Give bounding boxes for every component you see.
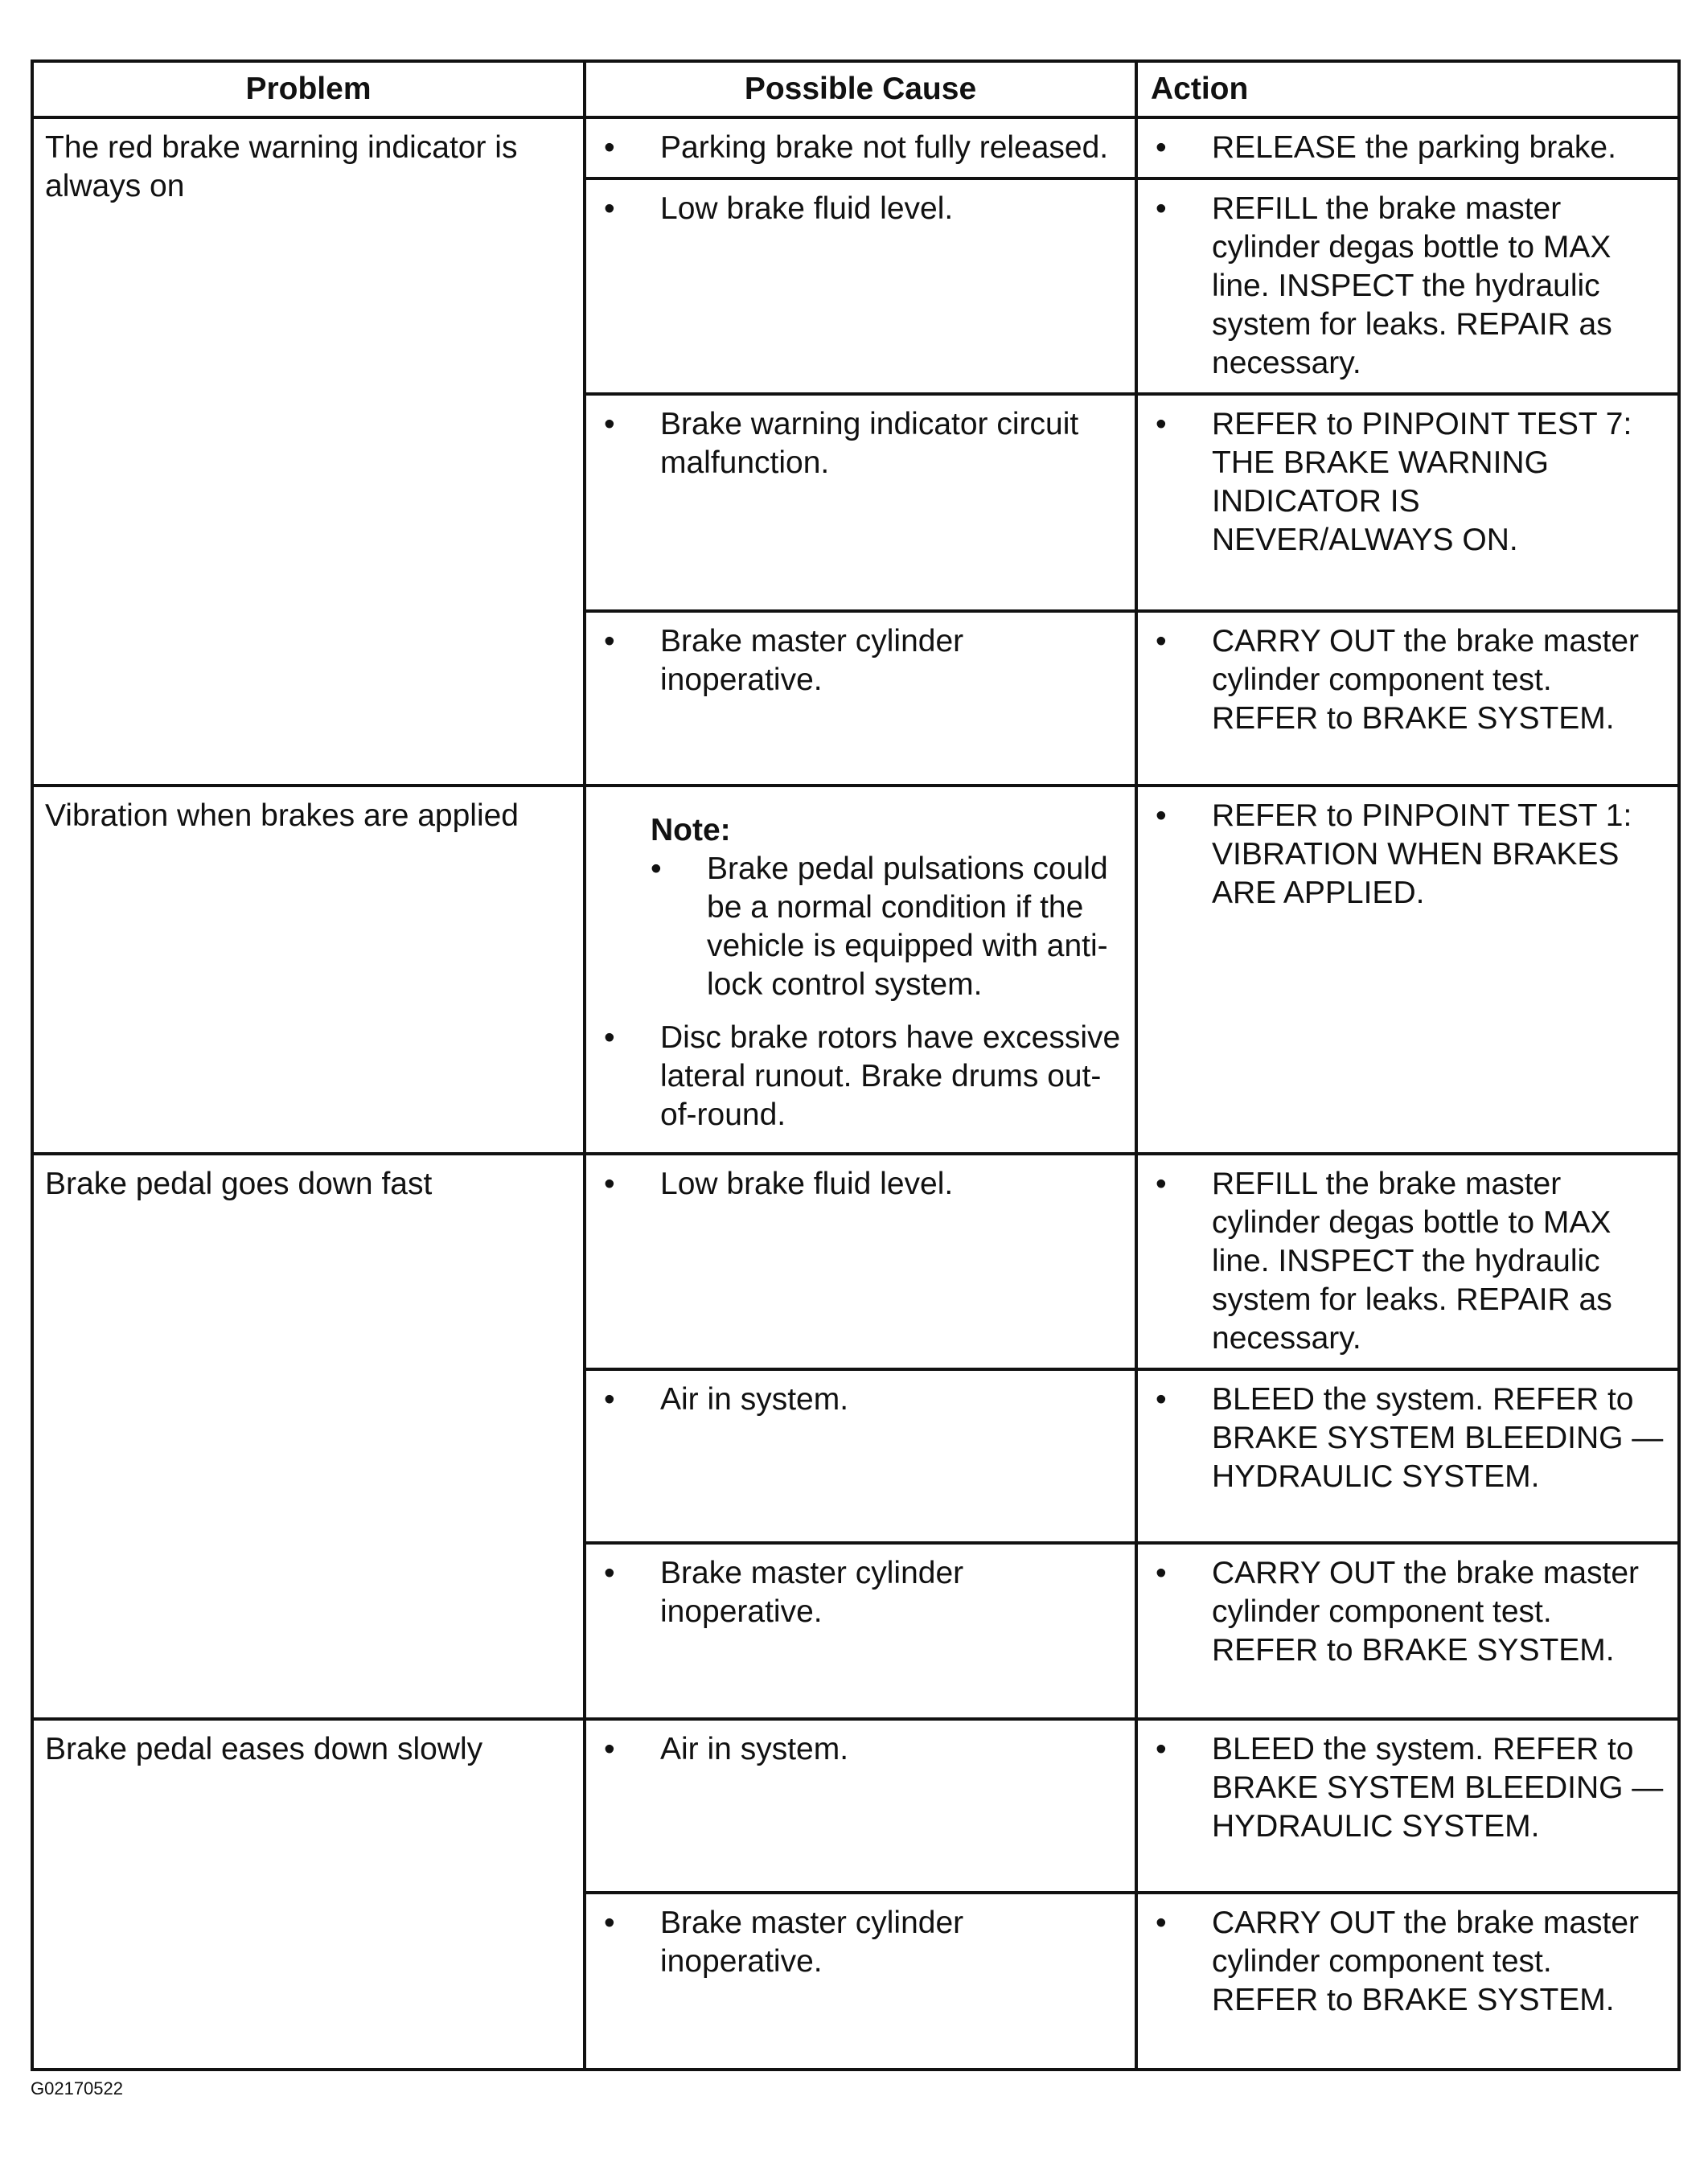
cause-cell <box>585 611 1136 786</box>
diagnosis-table <box>31 59 1681 2071</box>
table-row <box>32 1154 1679 1369</box>
action-cell <box>1136 1369 1679 1543</box>
cause-cell <box>585 1154 1136 1369</box>
cause-text: Disc brake rotors have excessive lateral runout. Brake drums out-of-round. <box>660 1020 1121 1132</box>
bullet-icon: • <box>1156 798 1167 833</box>
bullet-icon: • <box>604 1906 615 1940</box>
cause-cell <box>585 394 1136 611</box>
table-row <box>32 1719 1679 1893</box>
cause-cell <box>585 786 1136 1154</box>
bullet-icon: • <box>1156 1556 1167 1590</box>
action-text: REFILL the brake master cylinder degas bottle to MAX line. INSPECT the hydraulic system for leaks. REPAIR as necessary. <box>1212 191 1612 380</box>
action-cell <box>1136 1893 1679 2070</box>
action-text: REFER to PINPOINT TEST 7: THE BRAKE WARNING INDICATOR IS NEVER/ALWAYS ON. <box>1212 407 1632 557</box>
action-cell <box>1136 611 1679 786</box>
cause-text: Air in system. <box>660 1382 849 1417</box>
cause-cell <box>585 178 1136 394</box>
bullet-icon: • <box>604 1382 615 1417</box>
bullet-icon: • <box>604 130 615 165</box>
cause-text: Air in system. <box>660 1732 849 1766</box>
cause-text: Low brake fluid level. <box>660 1167 954 1201</box>
bullet-icon: • <box>651 851 662 886</box>
cause-text: Brake master cylinder inoperative. <box>660 1906 964 1979</box>
problem-cell: The red brake warning indicator is always on <box>32 117 585 786</box>
bullet-icon: • <box>604 1556 615 1590</box>
bullet-icon: • <box>1156 191 1167 226</box>
cause-cell <box>585 1543 1136 1719</box>
bullet-icon: • <box>604 624 615 658</box>
bullet-icon: • <box>1156 624 1167 658</box>
problem-cell: Vibration when brakes are applied <box>32 786 585 1154</box>
header-problem: Problem <box>32 61 585 117</box>
header-row <box>32 61 1679 117</box>
bullet-icon: • <box>1156 130 1167 165</box>
bullet-icon: • <box>604 191 615 226</box>
bullet-icon: • <box>604 407 615 441</box>
action-cell <box>1136 1543 1679 1719</box>
bullet-icon: • <box>604 1020 615 1055</box>
action-cell <box>1136 1154 1679 1369</box>
figure-id: G02170522 <box>31 2078 123 2099</box>
action-text: CARRY OUT the brake master cylinder component test. REFER to BRAKE SYSTEM. <box>1212 1556 1640 1668</box>
bullet-icon: • <box>1156 1906 1167 1940</box>
bullet-icon: • <box>604 1167 615 1201</box>
cause-text: Low brake fluid level. <box>660 191 954 226</box>
cause-cell <box>585 1369 1136 1543</box>
bullet-icon: • <box>1156 1732 1167 1766</box>
action-text: BLEED the system. REFER to BRAKE SYSTEM BLEEDING — HYDRAULIC SYSTEM. <box>1212 1732 1664 1844</box>
header-possible-cause: Possible Cause <box>585 61 1136 117</box>
action-cell <box>1136 117 1679 178</box>
table-row <box>32 117 1679 178</box>
action-cell <box>1136 786 1679 1154</box>
problem-cell: Brake pedal goes down fast <box>32 1154 585 1719</box>
header-action: Action <box>1136 61 1679 117</box>
cause-text: Brake warning indicator circuit malfunction. <box>660 407 1079 480</box>
bullet-icon: • <box>1156 1167 1167 1201</box>
action-text: RELEASE the parking brake. <box>1212 130 1616 165</box>
cause-text: Parking brake not fully released. <box>660 130 1109 165</box>
bullet-icon: • <box>1156 1382 1167 1417</box>
action-text: CARRY OUT the brake master cylinder component test. REFER to BRAKE SYSTEM. <box>1212 624 1640 736</box>
action-cell <box>1136 394 1679 611</box>
action-cell <box>1136 178 1679 394</box>
problem-cell: Brake pedal eases down slowly <box>32 1719 585 2070</box>
note-title: Note: <box>651 813 731 847</box>
cause-text: Brake master cylinder inoperative. <box>660 1556 964 1629</box>
action-text: BLEED the system. REFER to BRAKE SYSTEM BLEEDING — HYDRAULIC SYSTEM. <box>1212 1382 1664 1494</box>
cause-cell <box>585 1893 1136 2070</box>
cause-text: Brake master cylinder inoperative. <box>660 624 964 697</box>
note-text: Brake pedal pulsations could be a normal condition if the vehicle is equipped with anti-lock control system. <box>707 851 1108 1002</box>
bullet-icon: • <box>604 1732 615 1766</box>
cause-cell <box>585 117 1136 178</box>
table-row <box>32 786 1679 1154</box>
bullet-icon: • <box>1156 407 1167 441</box>
action-text: CARRY OUT the brake master cylinder component test. REFER to BRAKE SYSTEM. <box>1212 1906 1640 2017</box>
cause-cell <box>585 1719 1136 1893</box>
action-cell <box>1136 1719 1679 1893</box>
action-text: REFER to PINPOINT TEST 1: VIBRATION WHEN BRAKES ARE APPLIED. <box>1212 798 1632 910</box>
action-text: REFILL the brake master cylinder degas bottle to MAX line. INSPECT the hydraulic system for leaks. REPAIR as necessary. <box>1212 1167 1612 1356</box>
